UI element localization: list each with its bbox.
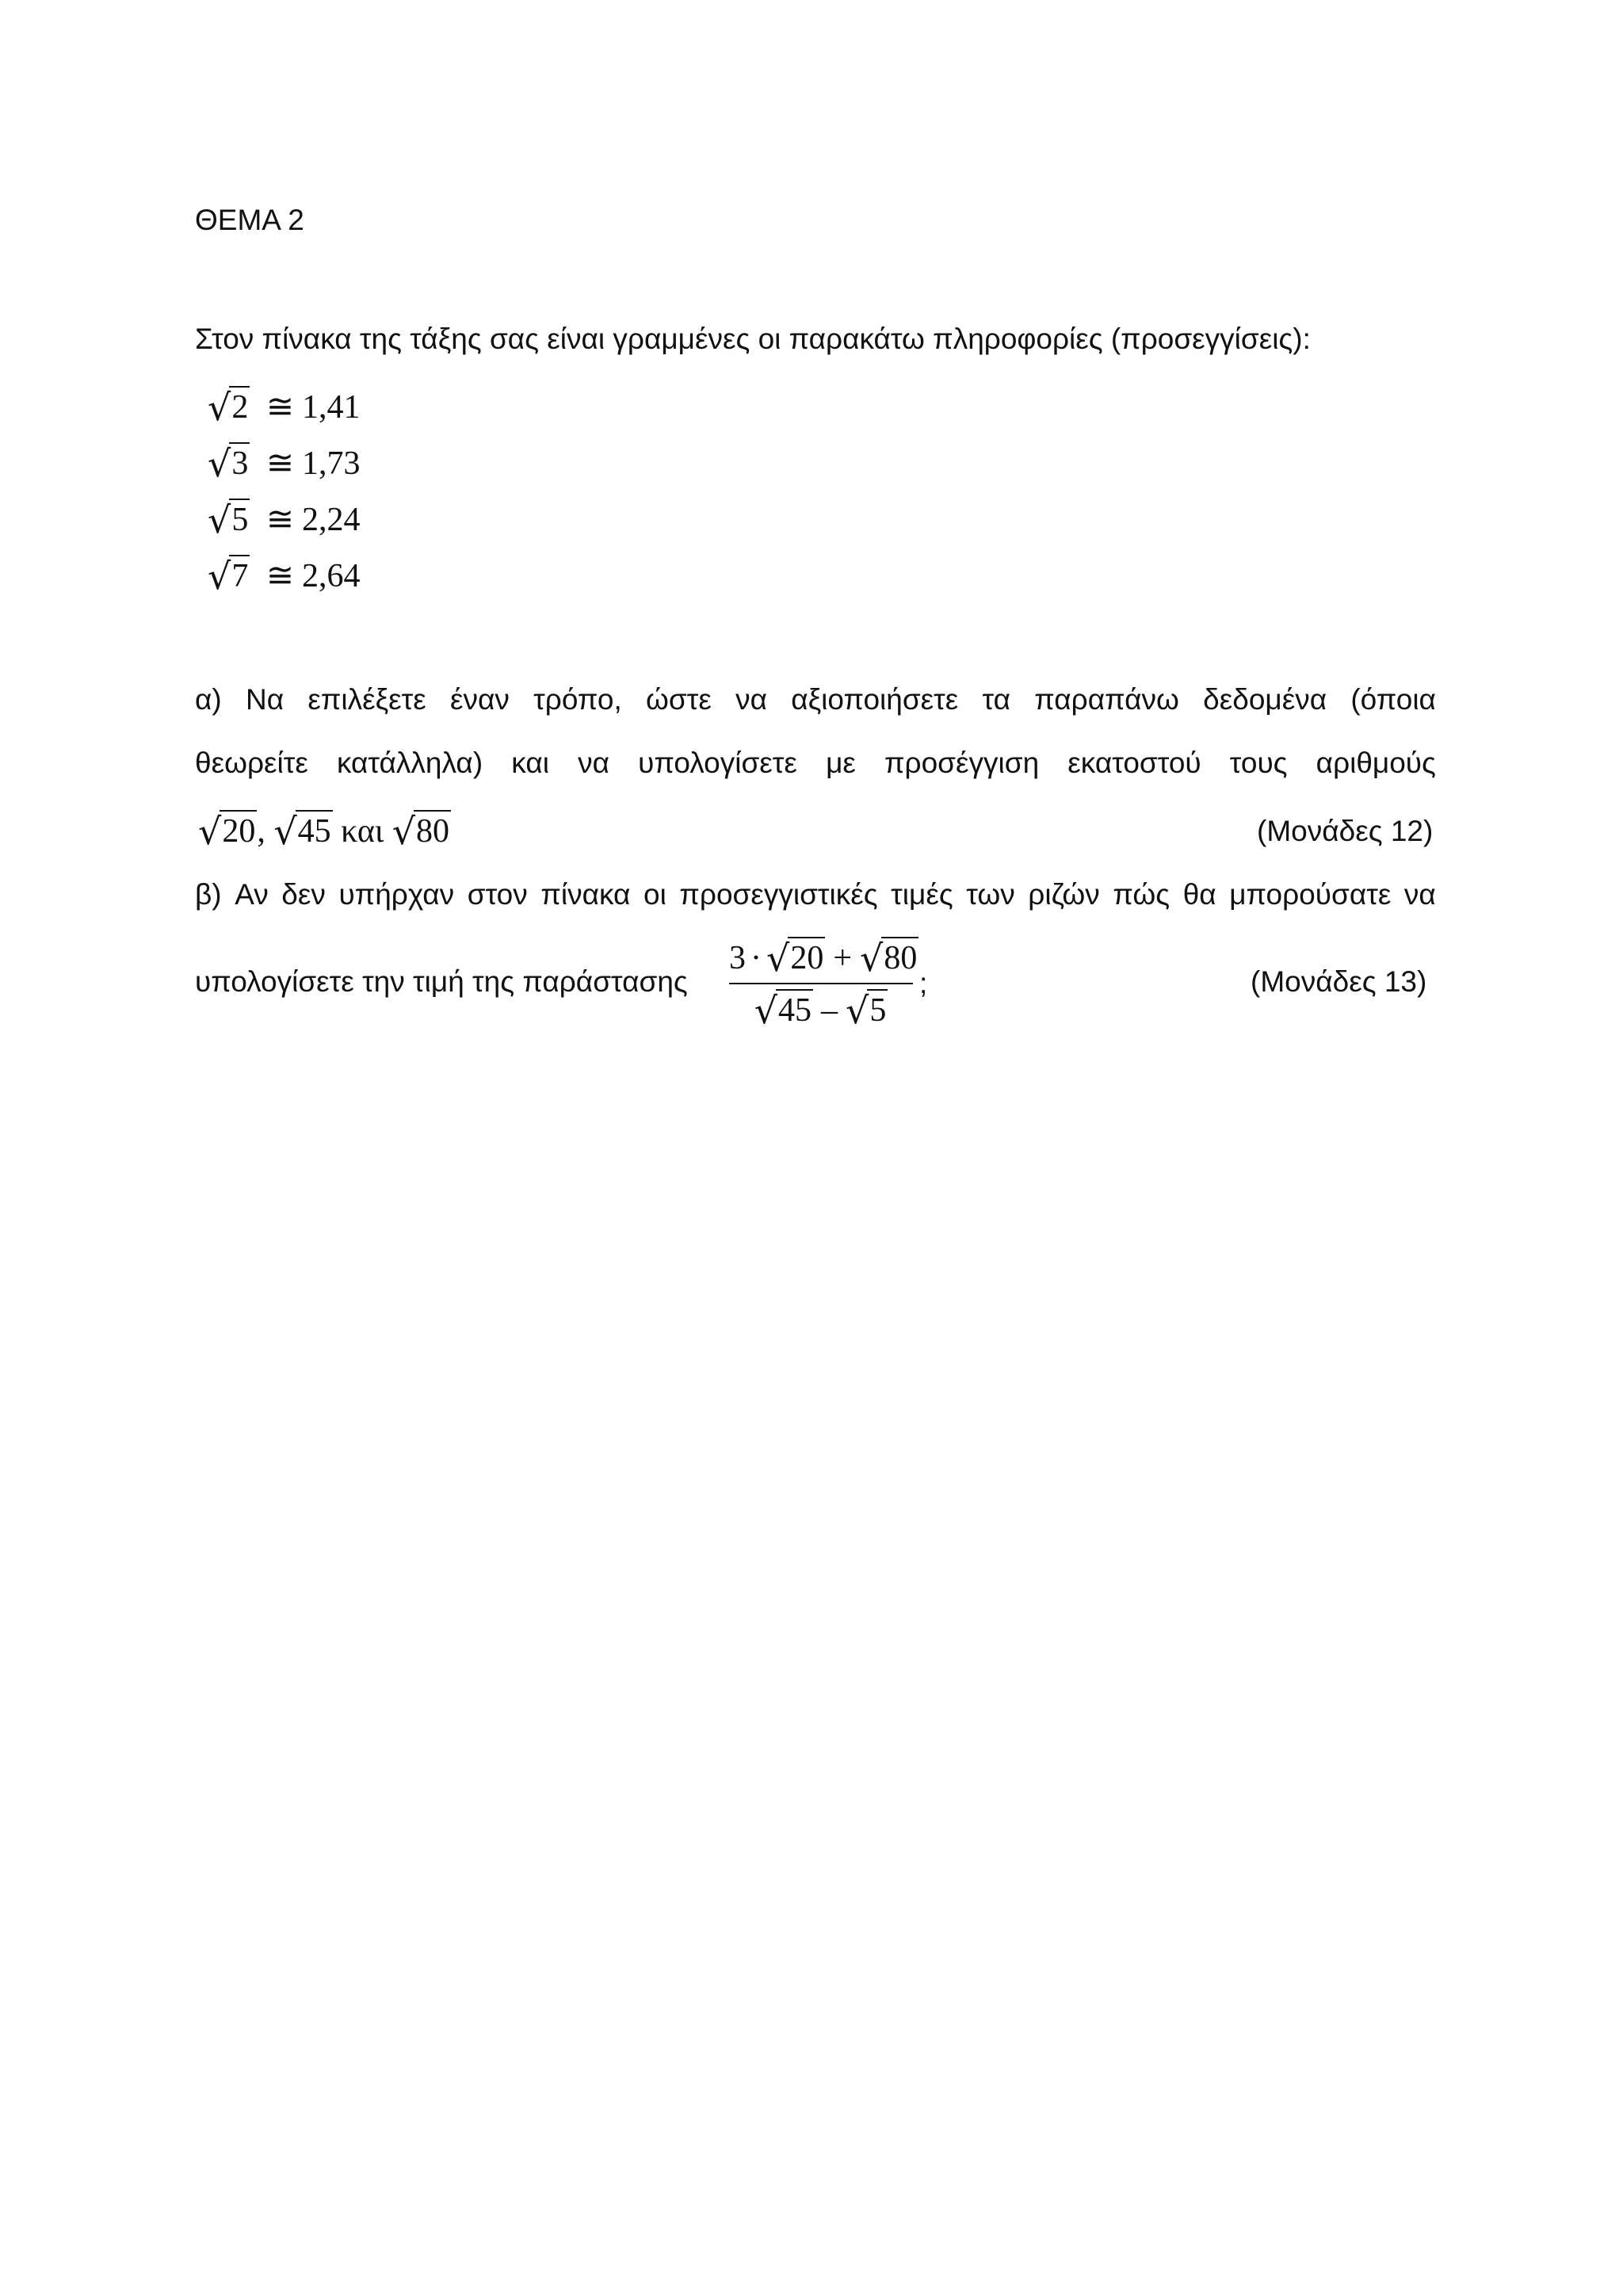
square-root	[766, 937, 825, 980]
word: πίνακα	[540, 878, 631, 911]
radical-sign: √	[754, 989, 777, 1032]
radicand: 5	[229, 499, 250, 537]
expression-fraction	[729, 937, 918, 1032]
part-b-line-1	[195, 880, 1436, 909]
radicand: 80	[414, 810, 451, 848]
and-word: και	[341, 813, 384, 850]
word: προσεγγιστικές	[679, 878, 878, 911]
approximation-row	[208, 555, 361, 598]
word: τους	[1229, 747, 1288, 779]
approx-sign: ≅	[265, 445, 295, 482]
radical-sign: √	[208, 386, 231, 429]
part-b-line-2: υπολογίσετε την τιμή της παράστασης	[195, 965, 688, 998]
word: τα	[982, 683, 1011, 716]
radicand: 5	[867, 989, 888, 1027]
radicand: 45	[776, 989, 813, 1027]
plus-operator: +	[833, 940, 852, 976]
fraction-numerator	[729, 937, 918, 980]
word: με	[826, 747, 856, 779]
word: β)	[195, 878, 222, 911]
word: των	[966, 878, 1015, 911]
word: δεν	[281, 878, 326, 911]
word: α)	[195, 683, 222, 716]
square-root	[846, 989, 888, 1032]
word: ριζών	[1028, 878, 1100, 911]
word: τρόπο,	[533, 683, 622, 716]
approx-sign: ≅	[265, 502, 295, 538]
word: κατάλληλα)	[336, 747, 483, 779]
radical-sign: √	[391, 810, 416, 853]
word: υπολογίσετε	[638, 747, 797, 779]
radicand: 2	[229, 386, 250, 424]
radicand: 7	[229, 555, 250, 593]
radicand: 45	[296, 810, 333, 848]
radical-sign: √	[860, 937, 884, 980]
dot-operator: ·	[750, 940, 762, 976]
word: να	[735, 683, 767, 716]
square-root	[273, 810, 332, 853]
approx-value: 1,41	[302, 389, 361, 426]
word: υπήρχαν	[338, 878, 455, 911]
points-part-a: (Μονάδες 12)	[1257, 815, 1434, 847]
approx-sign: ≅	[265, 389, 295, 426]
radical-sign: √	[208, 442, 231, 485]
word: να	[1403, 878, 1436, 911]
radical-sign: √	[766, 937, 790, 980]
word: Αν	[235, 878, 269, 911]
word: πώς	[1113, 878, 1170, 911]
radical-sign: √	[198, 810, 222, 853]
radical-sign: √	[273, 810, 297, 853]
square-root	[208, 555, 250, 598]
radicand: 80	[881, 937, 918, 975]
word: θεωρείτε	[195, 747, 308, 779]
square-root	[391, 810, 451, 853]
word: και	[511, 747, 549, 779]
square-root	[754, 989, 813, 1032]
word: μπορούσατε	[1229, 878, 1392, 911]
square-root	[860, 937, 918, 980]
word: παραπάνω	[1034, 683, 1179, 716]
radical-sign: √	[208, 499, 231, 541]
word: θα	[1182, 878, 1216, 911]
radicand: 3	[229, 442, 250, 480]
points-part-b: (Μονάδες 13)	[1251, 965, 1427, 998]
approx-value: 1,73	[302, 445, 361, 482]
page-title: ΘΕΜΑ 2	[195, 204, 304, 236]
square-root	[198, 810, 257, 853]
radicand: 20	[220, 810, 257, 848]
square-root	[208, 499, 250, 541]
fraction-bar	[729, 983, 913, 984]
part-a-line-2	[195, 748, 1436, 777]
word: στον	[467, 878, 528, 911]
radical-sign: √	[208, 555, 231, 598]
word: ώστε	[645, 683, 712, 716]
approx-value: 2,24	[302, 502, 361, 538]
approximation-row	[208, 442, 361, 485]
word: αριθμούς	[1316, 747, 1436, 779]
question-mark: ;	[919, 967, 928, 999]
word: τιμές	[891, 878, 953, 911]
approx-value: 2,64	[302, 558, 361, 594]
fraction-denominator	[729, 989, 913, 1032]
approx-sign: ≅	[265, 558, 295, 594]
part-a-line-1	[195, 685, 1436, 714]
word: Να	[245, 683, 285, 716]
word: (όποια	[1350, 683, 1436, 716]
square-root	[208, 386, 250, 429]
intro-text: Στον πίνακα της τάξης σας είναι γραμμένες οι παρακάτω πληροφορίες (προσεγγίσεις):	[195, 323, 1311, 355]
word: επιλέξετε	[307, 683, 426, 716]
word: έναν	[450, 683, 510, 716]
coefficient: 3	[729, 940, 746, 976]
radicand: 20	[788, 937, 825, 975]
word: να	[578, 747, 609, 779]
approximation-row	[208, 386, 361, 429]
comma: ,	[257, 813, 265, 850]
square-root	[208, 442, 250, 485]
minus-operator: –	[821, 992, 838, 1029]
word: αξιοποιήσετε	[791, 683, 959, 716]
approximation-row	[208, 499, 361, 541]
word: προσέγγιση	[884, 747, 1040, 779]
word: οι	[643, 878, 666, 911]
word: δεδομένα	[1203, 683, 1327, 716]
word: εκατοστού	[1067, 747, 1201, 779]
part-a-numbers	[198, 810, 451, 853]
radical-sign: √	[846, 989, 869, 1032]
